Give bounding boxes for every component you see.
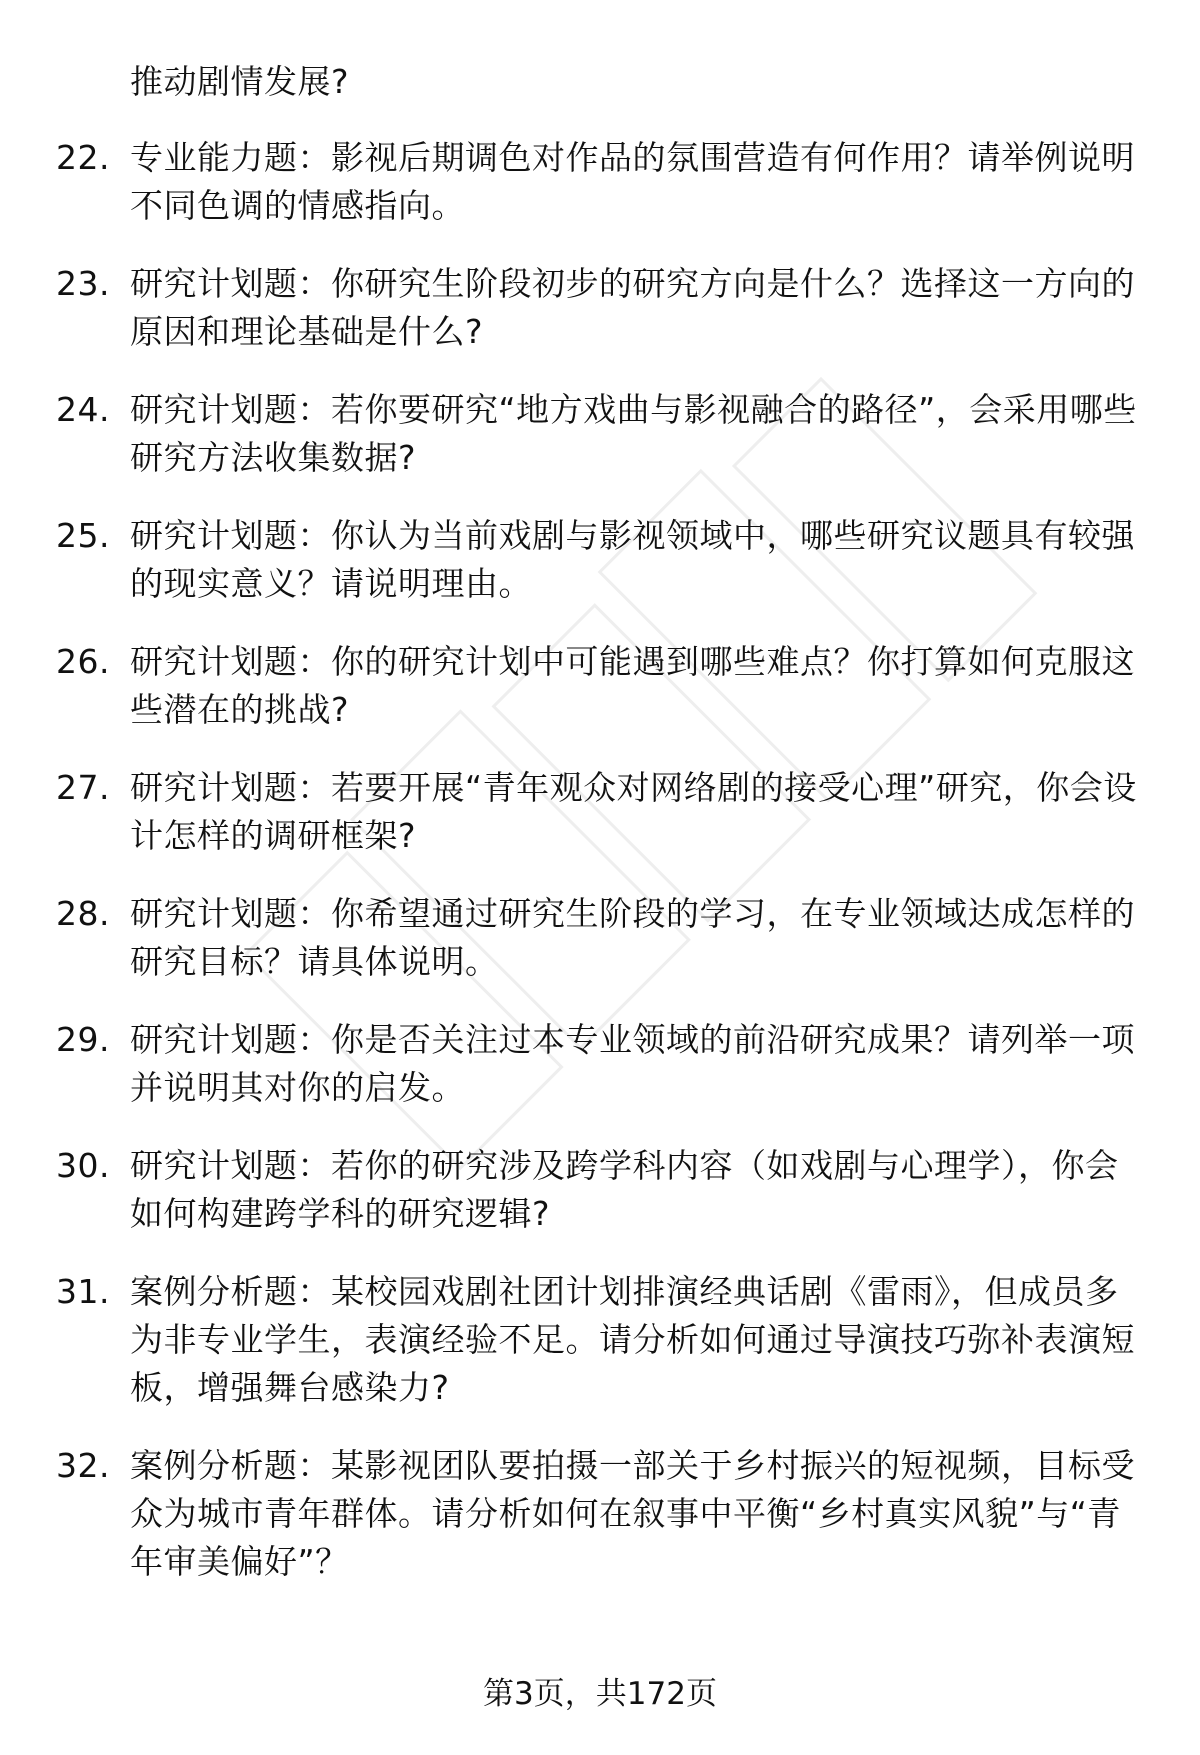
question-text: 研究计划题：你认为当前戏剧与影视领域中，哪些研究议题具有较强的现实意义？请说明理由。 <box>130 516 1135 603</box>
question-item-26 <box>0 638 1200 734</box>
question-item-32 <box>0 1442 1200 1586</box>
question-number: 28. <box>56 894 110 933</box>
question-number: 23. <box>56 264 110 303</box>
question-item-30 <box>0 1142 1200 1238</box>
question-item-22 <box>0 134 1200 230</box>
question-number: 30. <box>56 1146 110 1185</box>
question-text: 研究计划题：你是否关注过本专业领域的前沿研究成果？请列举一项并说明其对你的启发。 <box>130 1020 1135 1107</box>
question-item-29 <box>0 1016 1200 1112</box>
question-number: 32. <box>56 1446 110 1485</box>
question-text: 研究计划题：你研究生阶段初步的研究方向是什么？选择这一方向的原因和理论基础是什么? <box>130 264 1135 351</box>
question-number: 27. <box>56 768 110 807</box>
question-item-31 <box>0 1268 1200 1412</box>
question-item-28 <box>0 890 1200 986</box>
question-item-24 <box>0 386 1200 482</box>
question-text: 研究计划题：若你的研究涉及跨学科内容（如戏剧与心理学），你会如何构建跨学科的研究逻辑? <box>130 1146 1119 1233</box>
question-number: 22. <box>56 138 110 177</box>
continued-text: 推动剧情发展? <box>130 62 350 101</box>
question-text: 研究计划题：你的研究计划中可能遇到哪些难点？你打算如何克服这些潜在的挑战? <box>130 642 1135 729</box>
question-number: 31. <box>56 1272 110 1311</box>
question-text: 研究计划题：若你要研究“地方戏曲与影视融合的路径”，会采用哪些研究方法收集数据? <box>130 390 1137 477</box>
question-number: 26. <box>56 642 110 681</box>
question-text: 研究计划题：若要开展“青年观众对网络剧的接受心理”研究，你会设计怎样的调研框架? <box>130 768 1137 855</box>
question-number: 24. <box>56 390 110 429</box>
question-item-25 <box>0 512 1200 608</box>
question-text: 专业能力题：影视后期调色对作品的氛围营造有何作用？请举例说明不同色调的情感指向。 <box>130 138 1135 225</box>
question-text: 案例分析题：某校园戏剧社团计划排演经典话剧《雷雨》，但成员多为非专业学生，表演经验不足。请分析如何通过导演技巧弥补表演短板，增强舞台感染力? <box>130 1272 1135 1407</box>
continued-item <box>0 58 1200 106</box>
page-footer: 第3页，共172页 <box>483 1676 717 1712</box>
question-text: 研究计划题：你希望通过研究生阶段的学习，在专业领域达成怎样的研究目标？请具体说明。 <box>130 894 1135 981</box>
question-text: 案例分析题：某影视团队要拍摄一部关于乡村振兴的短视频，目标受众为城市青年群体。请分析如何在叙事中平衡“乡村真实风貌”与“青年审美偏好”？ <box>130 1446 1135 1581</box>
question-item-23 <box>0 260 1200 356</box>
question-list <box>0 58 1200 1586</box>
question-number: 25. <box>56 516 110 555</box>
question-item-27 <box>0 764 1200 860</box>
question-number: 29. <box>56 1020 110 1059</box>
